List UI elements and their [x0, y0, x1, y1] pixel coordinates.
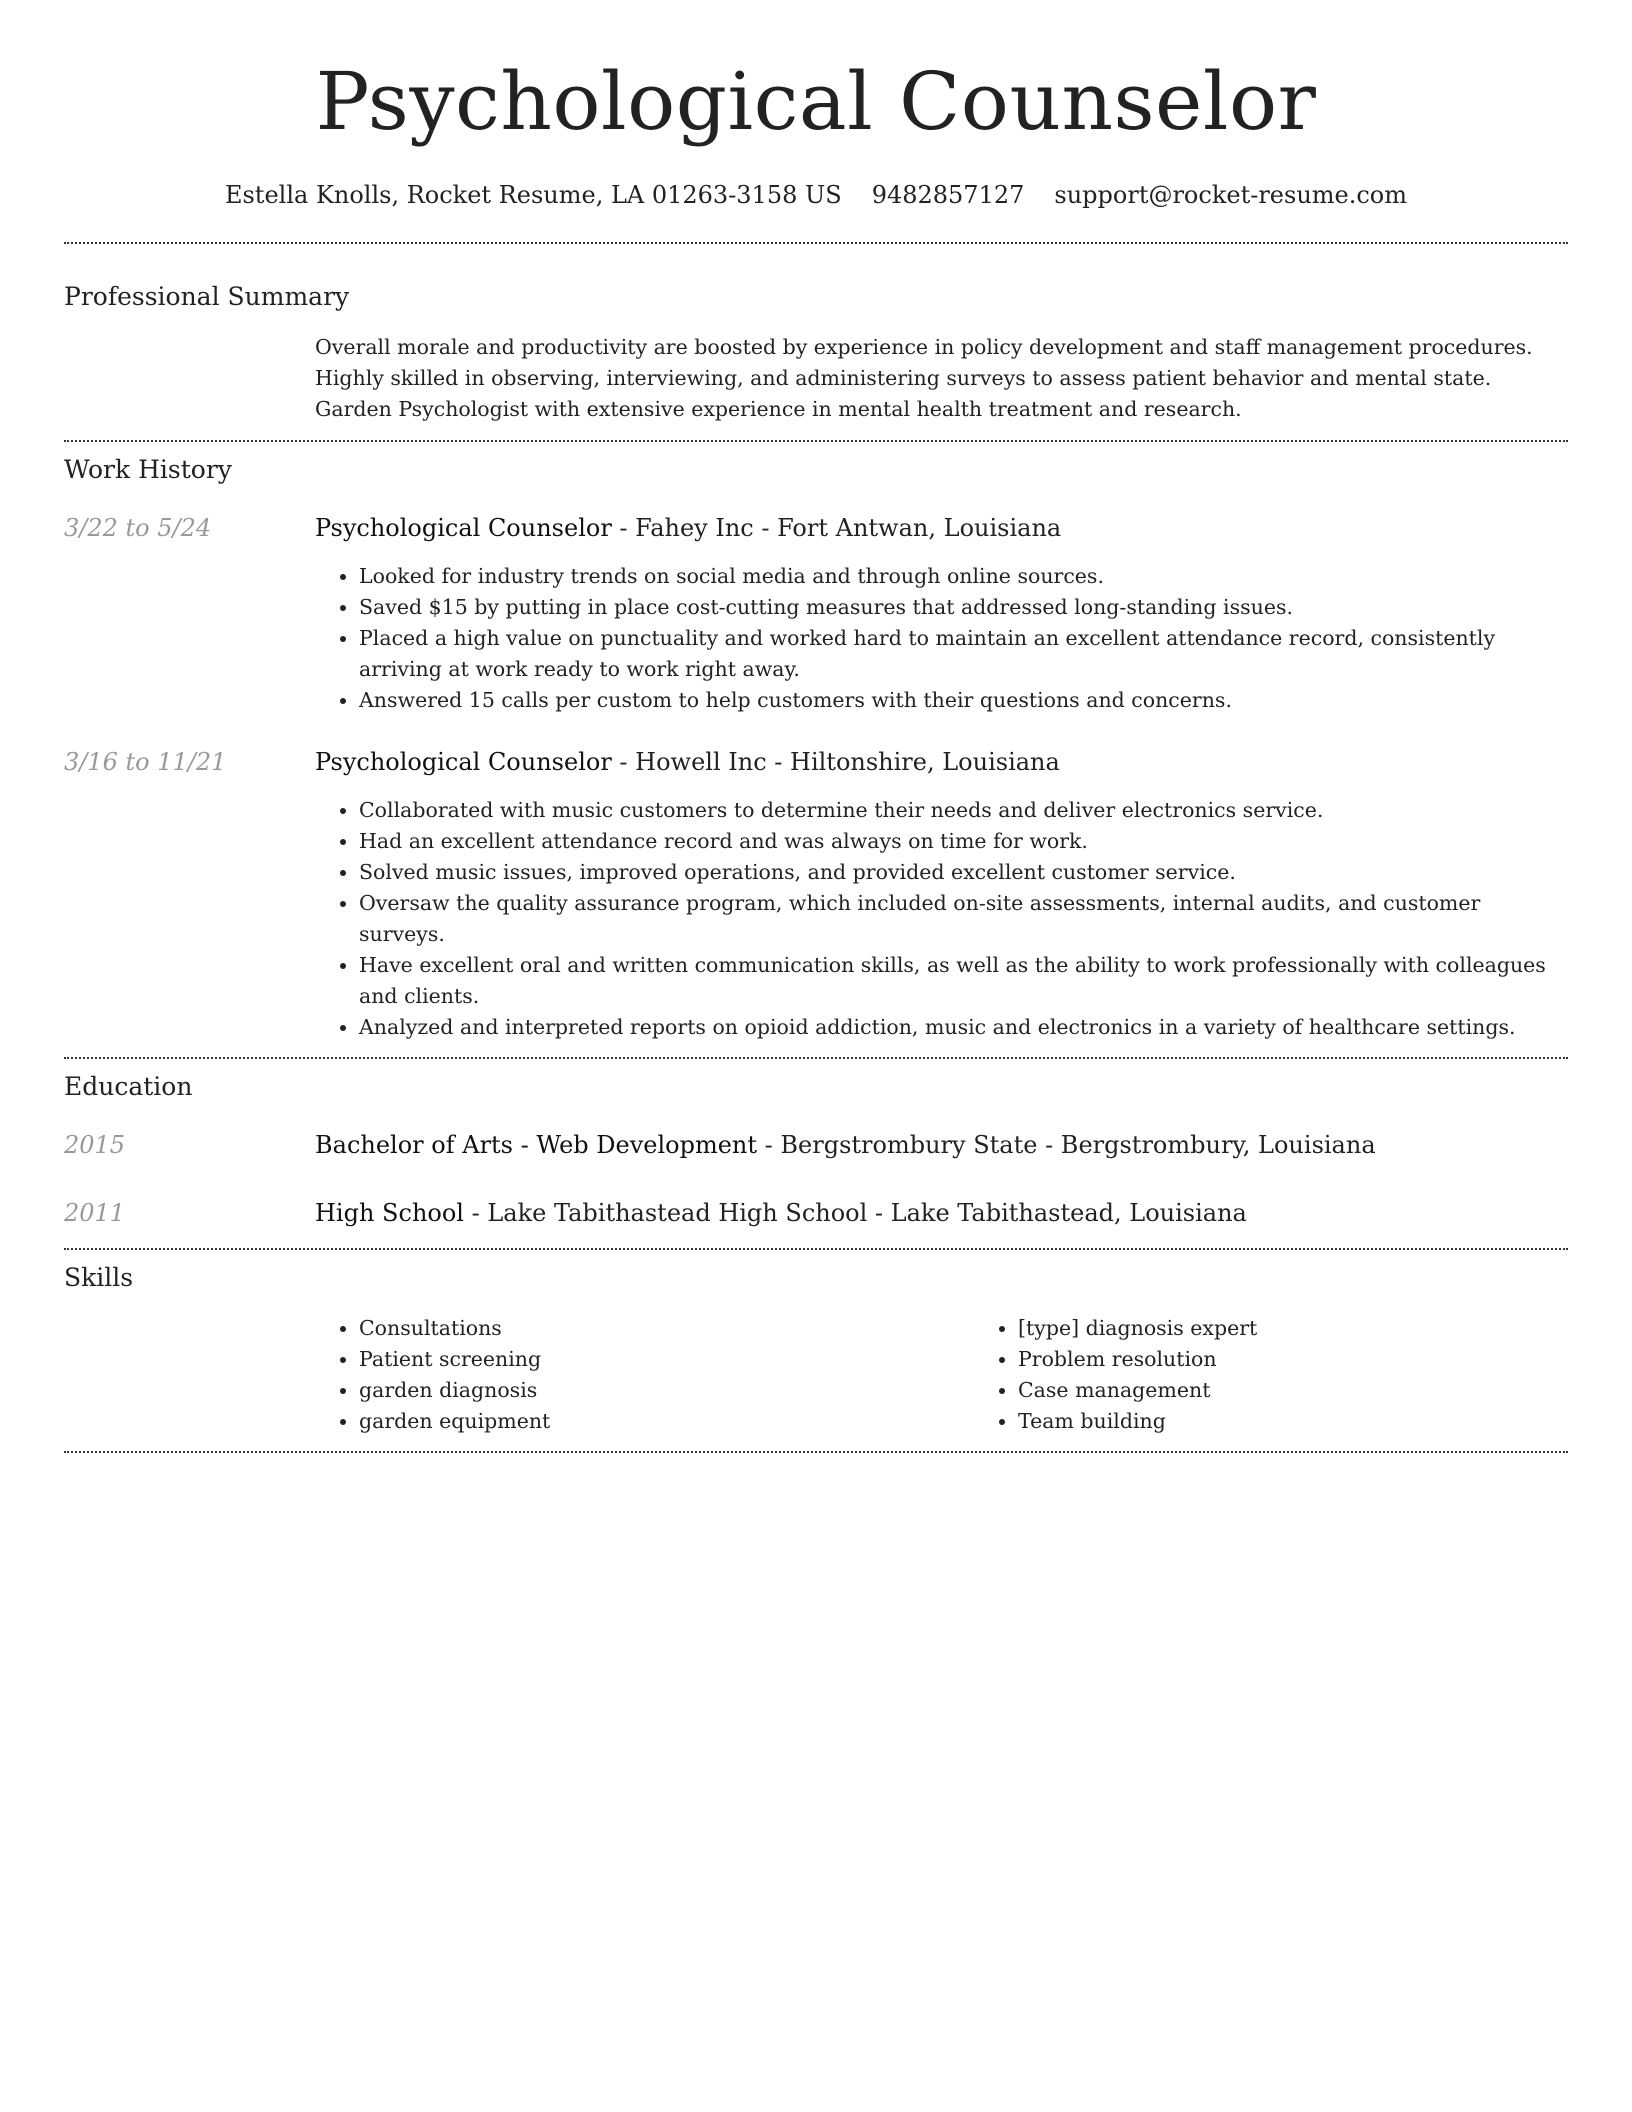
job-company: - Howell Inc - Hiltonshire, Louisiana [611, 748, 1060, 776]
skills-section [64, 1250, 1568, 1437]
job-title: Psychological Counselor [315, 514, 612, 542]
skill-item: • Problem resolution [1018, 1344, 1632, 1375]
list-item: • Placed a high value on punctuality and worked hard to maintain an excellent attendance record, consistently arriving at work ready to work right away. [359, 623, 1568, 685]
skills-list-right [974, 1313, 1632, 1437]
job-company: - Fahey Inc - Fort Antwan, Louisiana [611, 514, 1062, 542]
contact-email: support@rocket-resume.com [1054, 181, 1408, 209]
list-item: • Saved $15 by putting in place cost-cutting measures that addressed long-standing issues. [359, 592, 1568, 623]
list-item: • Solved music issues, improved operations, and provided excellent customer service. [359, 857, 1568, 888]
list-item: • Analyzed and interpreted reports on opioid addiction, music and electronics in a variety of healthcare settings. [359, 1012, 1568, 1043]
job-bullets [315, 795, 1568, 1043]
work-section [64, 442, 1568, 1043]
skill-item: • Consultations [359, 1313, 974, 1344]
skills-columns [315, 1313, 1632, 1437]
contact-line [64, 178, 1568, 212]
job-heading [315, 511, 1568, 545]
section-heading-summary: Professional Summary [64, 282, 350, 311]
education-school: - Lake Tabithastead High School - Lake Tabithastead, Louisiana [463, 1199, 1247, 1227]
job-entry [64, 745, 1568, 1043]
list-item: • Collaborated with music customers to determine their needs and deliver electronics service. [359, 795, 1568, 826]
section-divider [64, 1451, 1568, 1453]
section-heading-education: Education [64, 1072, 193, 1101]
skill-item: • Case management [1018, 1375, 1632, 1406]
contact-address: Estella Knolls, Rocket Resume, LA 01263-3158 US [224, 181, 842, 209]
summary-text: Overall morale and productivity are boosted by experience in policy development and staff management procedures. Highly skilled in observing, interviewing, and administering surveys to assess patient behavior and mental state. Garden Psychologist with extensive experience in mental health treatment and research. [315, 335, 1533, 421]
education-year: 2011 [64, 1199, 126, 1227]
education-school: - Bergstrombury State - Bergstrombury, Louisiana [757, 1131, 1376, 1159]
skill-item: • garden equipment [359, 1406, 974, 1437]
list-item: • Have excellent oral and written communication skills, as well as the ability to work professionally with colleagues and clients. [359, 950, 1568, 1012]
job-dates: 3/22 to 5/24 [64, 514, 212, 542]
education-heading [315, 1196, 1568, 1230]
skill-item: • Team building [1018, 1406, 1632, 1437]
skill-item: • [type] diagnosis expert [1018, 1313, 1632, 1344]
job-bullets [315, 561, 1568, 716]
skills-list-left [315, 1313, 974, 1437]
list-item: • Answered 15 calls per custom to help customers with their questions and concerns. [359, 685, 1568, 716]
contact-phone: 9482857127 [871, 181, 1025, 209]
skill-item: • garden diagnosis [359, 1375, 974, 1406]
section-heading-skills: Skills [64, 1263, 134, 1292]
list-item: • Looked for industry trends on social media and through online sources. [359, 561, 1568, 592]
list-item: • Oversaw the quality assurance program, which included on-site assessments, internal audits, and customer surveys. [359, 888, 1568, 950]
section-heading-work: Work History [64, 455, 232, 484]
job-title: Psychological Counselor [315, 748, 612, 776]
job-heading [315, 745, 1568, 779]
job-entry [64, 511, 1568, 716]
education-entry [64, 1196, 1568, 1230]
education-heading [315, 1128, 1568, 1162]
summary-section [64, 244, 1568, 425]
education-section [64, 1059, 1568, 1230]
resume-title: Psychological Counselor [315, 55, 1317, 148]
education-degree: High School [315, 1199, 464, 1227]
list-item: • Had an excellent attendance record and was always on time for work. [359, 826, 1568, 857]
job-dates: 3/16 to 11/21 [64, 748, 227, 776]
education-year: 2015 [64, 1131, 126, 1159]
education-degree: Bachelor of Arts - Web Development [315, 1131, 758, 1159]
education-entry [64, 1128, 1568, 1162]
skill-item: • Patient screening [359, 1344, 974, 1375]
